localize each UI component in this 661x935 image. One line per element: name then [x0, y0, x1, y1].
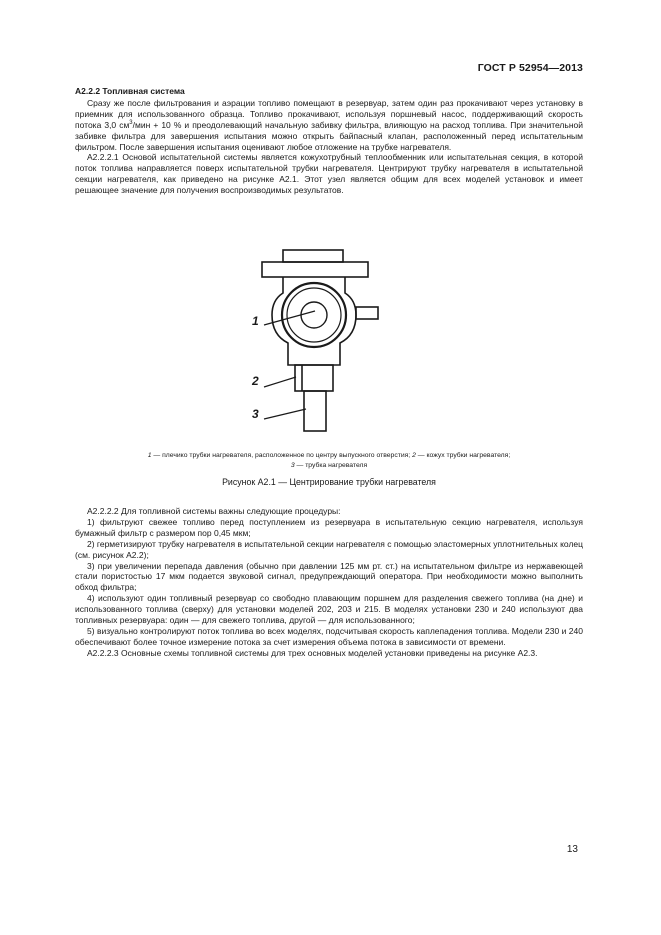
figure-heater-tube-centering — [240, 245, 390, 440]
procedures-intro: А2.2.2.2 Для топливной системы важны следующие процедуры: — [87, 506, 341, 516]
outer-ring — [282, 283, 346, 347]
leader-2 — [264, 377, 296, 387]
procedure-item: 2) герметизируют трубку нагревателя в испытательной секции нагревателя с помощью эластомерных уплотнительных колец (см. рисунок А2.2); — [75, 538, 583, 560]
procedure-item: 1) фильтруют свежее топливо перед поступлением из резервуара в испытательную секцию нагревателя, используя бумажный фильтр с размером пор 0,45 мкм; — [75, 516, 583, 538]
procedure-item: 3) при увеличении перепада давления (обычно при давлении 125 мм рт. ст.) на испытательном фильтре из нержавеющей стали пористостью 17 мкм подается звуковой сигнал, предупреждающий оператора. При необходимости можно выполнить обход фильтра; — [75, 560, 583, 593]
procedure-item: 5) визуально контролируют поток топлива во всех моделях, подсчитывая скорость каплепадения топлива. Модели 230 и 240 обеспечивают более точное измерение потока за счет измерения объема потока в зависимости от времени. — [75, 625, 583, 647]
standard-header: ГОСТ Р 52954—2013 — [477, 62, 583, 74]
test-section-body — [272, 277, 356, 365]
leader-3 — [264, 409, 306, 419]
figure-caption: Рисунок А2.1 — Центрирование трубки нагревателя — [222, 477, 436, 487]
figure-legend: 1 — плечико трубки нагревателя, расположенное по центру выпускного отверстия; 2 — кожух трубки нагревателя; 3 — трубка нагревателя — [147, 452, 511, 469]
inner-ring — [287, 288, 341, 342]
label-1: 1 — [252, 314, 259, 328]
tube-shoulder — [301, 302, 327, 328]
label-3: 3 — [252, 407, 259, 421]
label-2: 2 — [252, 374, 259, 388]
procedures-block — [75, 506, 583, 659]
heater-tube — [304, 391, 326, 431]
procedures-final: А2.2.2.3 Основные схемы топливной системы для трех основных моделей установки приведены на рисунке А2.3. — [87, 647, 538, 658]
section-title: А2.2.2 Топливная система — [75, 86, 185, 96]
top-cap — [283, 250, 343, 262]
section-block — [75, 86, 583, 196]
top-flange — [262, 262, 368, 277]
paragraph-test-section: А2.2.2.1 Основой испытательной системы является кожухотрубный теплообменник или испытательная секция, в которой поток топлива направляется поверх испытательной трубки нагревателя. Центрируют трубку нагревателя в испытательной секции нагревателя, как приведено на рисунке А2.1. Этот узел является общим для всех моделей установок и имеет решающее значение для получения воспроизводимых результатов. — [75, 152, 583, 196]
paragraph-fuel-flow: Сразу же после фильтрования и аэрации топливо помещают в резервуар, затем один раз прокачивают через установку в приемник для использованного образца. Топливо прокачивают, используя поршневый насос, поддерживающий скорость потока 3,0 $см^3$/мин + 10 % и преодолевающий начальную забивку фильтра, влияющую на расход топлива. При значительной забивке фильтра для завершения испытания можно открыть байпасный клапан, расположенный перед испытательным фильтром. После завершения испытания оценивают любое отложение на трубке нагревателя. — [75, 97, 583, 152]
tube-housing — [295, 365, 333, 391]
procedure-item: 4) используют один топливный резервуар со свободно плавающим поршнем для разделения свежего топлива (на дне) и использованного топлива (сверху) для установки моделей 202, 203 и 215. В моделях установки 230 и 240 используют два топливных резервуара: один — для свежего топлива, другой — для использованного; — [75, 593, 583, 626]
heater-tube-drawing — [240, 245, 390, 440]
page-number: 13 — [566, 844, 578, 855]
side-outlet — [356, 307, 378, 319]
